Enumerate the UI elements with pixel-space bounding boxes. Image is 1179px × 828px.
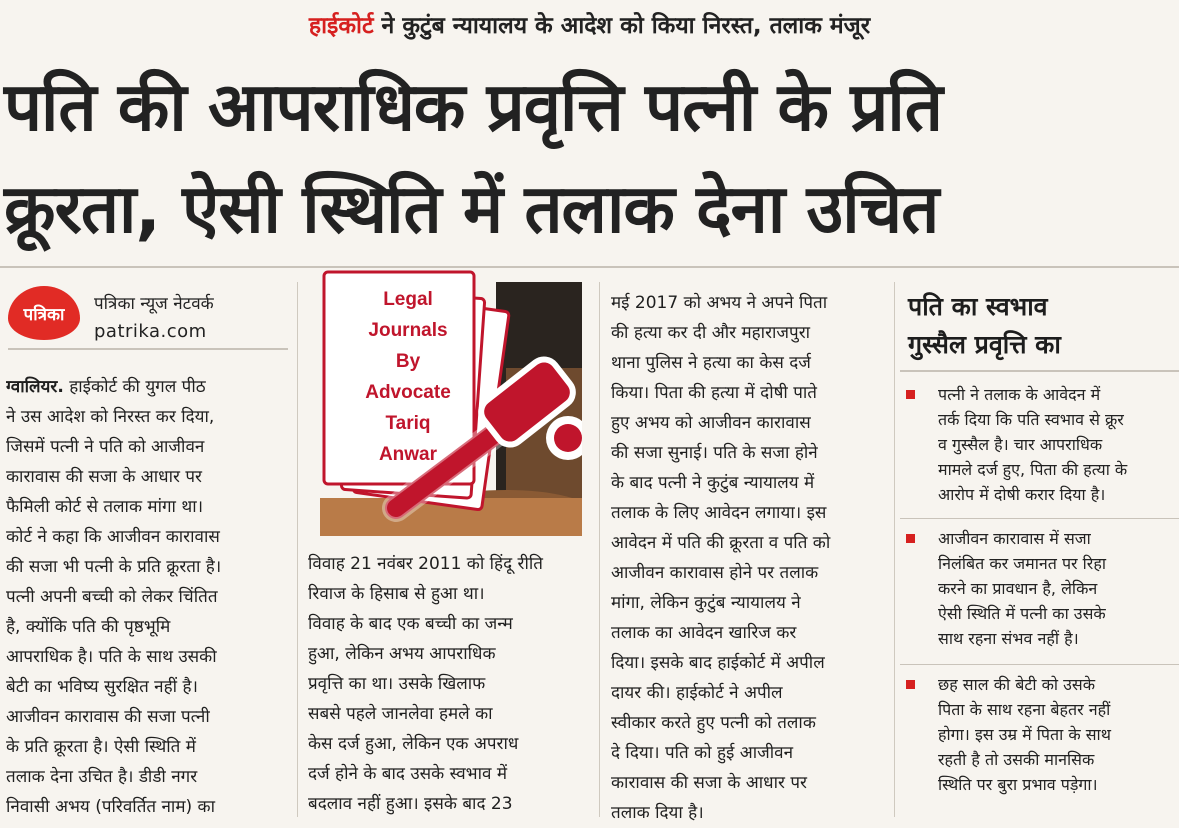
column-line: है, क्योंकि पति की पृष्ठभूमि — [6, 617, 171, 637]
patrika-logo: पत्रिका — [8, 286, 80, 340]
headline-line-2: क्रूरता, ऐसी स्थिति में तलाक देना उचित — [4, 170, 939, 248]
column-line: के बाद पत्नी ने कुटुंब न्यायालय में — [611, 473, 815, 493]
dateline: ग्वालियर. — [6, 377, 64, 397]
column-line: की सजा भी पत्नी के प्रति क्रूरता है। — [6, 557, 222, 577]
column-line: मांगा, लेकिन कुटुंब न्यायालय ने — [611, 593, 801, 613]
column-line: ग्वालियर. हाईकोर्ट की युगल पीठ — [6, 377, 206, 397]
sidebar-divider — [900, 664, 1179, 665]
column-line: के प्रति क्रूरता है। ऐसी स्थिति में — [6, 737, 196, 757]
sidebar-heading: पति का स्वभाव गुस्सैल प्रवृत्ति का — [908, 292, 1061, 359]
sidebar-divider — [900, 518, 1179, 519]
sidebar-bullet: आजीवन कारावास में सजा निलंबित कर जमानत पर रिहा करने का प्रावधान है, लेकिन ऐसी स्थिति में पत्नी का उसके साथ रहना संभव नहीं है। — [906, 526, 1176, 656]
column-line: दिया। इसके बाद हाईकोर्ट में अपील — [611, 653, 825, 673]
column-line: पत्नी अपनी बच्ची को लेकर चिंतित — [6, 587, 218, 607]
column-line: हुए अभय को आजीवन कारावास — [611, 413, 811, 433]
column-line: कारावास की सजा के आधार पर — [6, 467, 202, 487]
sidebar-heading-divider — [900, 370, 1179, 372]
column-line: तलाक का आवेदन खारिज कर — [611, 623, 797, 643]
column-divider — [894, 282, 895, 817]
headline-line-1: पति की आपराधिक प्रवृत्ति पत्नी के प्रति — [4, 68, 942, 146]
byline-divider — [8, 348, 288, 350]
column-line: विवाह 21 नवंबर 2011 को हिंदू रीति — [308, 554, 543, 574]
column-divider — [599, 282, 600, 817]
column-line: निवासी अभय (परिवर्तित नाम) का — [6, 797, 215, 817]
column-line: दायर की। हाईकोर्ट ने अपील — [611, 683, 783, 703]
column-line: दर्ज होने के बाद उसके स्वभाव में — [308, 764, 508, 784]
byline-block — [8, 284, 288, 354]
column-line: आजीवन कारावास होने पर तलाक — [611, 563, 819, 583]
column-line: बदलाव नहीं हुआ। इसके बाद 23 — [308, 794, 513, 814]
bullet-square-icon — [906, 390, 915, 399]
column-line: किया। पिता की हत्या में दोषी पाते — [611, 383, 817, 403]
column-line: रिवाज के हिसाब से हुआ था। — [308, 584, 485, 604]
column-line: प्रवृत्ति का था। उसके खिलाफ — [308, 674, 486, 694]
column-divider — [297, 282, 298, 817]
column-line: की सजा सुनाई। पति के सजा होने — [611, 443, 818, 463]
column-line: स्वीकार करते हुए पत्नी को तलाक — [611, 713, 816, 733]
kicker-highlight: हाईकोर्ट — [308, 13, 374, 39]
headline — [4, 56, 1176, 260]
column-line: विवाह के बाद एक बच्ची का जन्म — [308, 614, 513, 634]
column-line: केस दर्ज हुआ, लेकिन एक अपराध — [308, 734, 519, 754]
column-line: कारावास की सजा के आधार पर — [611, 773, 807, 793]
sidebar-box — [900, 282, 1179, 821]
column-line: तलाक दिया है। — [611, 803, 704, 823]
column-line: दे दिया। पति को हुई आजीवन — [611, 743, 794, 763]
column-line: जिसमें पत्नी ने पति को आजीवन — [6, 437, 205, 457]
column-line: ने उस आदेश को निरस्त कर दिया, — [6, 407, 215, 427]
column-line: तलाक देना उचित है। डीडी नगर — [6, 767, 198, 787]
bullet-square-icon — [906, 680, 915, 689]
column-line: मई 2017 को अभय ने अपने पिता — [611, 293, 828, 313]
column-line: हुआ, लेकिन अभय आपराधिक — [308, 644, 496, 664]
watermark-text: Legal Journals By Advocate Tariq Anwar — [365, 289, 451, 465]
sidebar-bullet: पत्नी ने तलाक के आवेदन में तर्क दिया कि पति स्वभाव से क्रूर व गुस्सैल है। चार आपराधिक मामले दर्ज हुए, पिता की हत्या के आरोप में दोषी करार दिया है। — [906, 382, 1176, 512]
column-line: बेटी का भविष्य सुरक्षित नहीं है। — [6, 677, 198, 697]
byline-site: patrika.com — [94, 321, 207, 342]
column-line: कोर्ट ने कहा कि आजीवन कारावास — [6, 527, 220, 547]
kicker-line — [0, 8, 1179, 40]
column-line: आपराधिक है। पति के साथ उसकी — [6, 647, 217, 667]
column-line: आजीवन कारावास की सजा पत्नी — [6, 707, 210, 727]
column-line: फैमिली कोर्ट से तलाक मांगा था। — [6, 497, 204, 517]
column-line: तलाक के लिए आवेदन लगाया। इस — [611, 503, 827, 523]
sidebar-bullet: छह साल की बेटी को उसके पिता के साथ रहना बेहतर नहीं होगा। इस उम्र में पिता के साथ रहती है तो उसकी मानसिक स्थिति पर बुरा प्रभाव पड़ेगा। — [906, 672, 1176, 802]
watermark-image — [306, 268, 582, 536]
kicker-text: ने कुटुंब न्यायालय के आदेश को किया निरस्त, तलाक मंजूर — [373, 13, 871, 39]
column-line: थाना पुलिस ने हत्या का केस दर्ज — [611, 353, 811, 373]
article-column-1 — [6, 372, 289, 822]
column-line: की हत्या कर दी और महाराजपुरा — [611, 323, 811, 343]
column-line: आवेदन में पति की क्रूरता व पति को — [611, 533, 831, 553]
article-column-2 — [308, 549, 592, 819]
bullet-square-icon — [906, 534, 915, 543]
headline-divider — [0, 266, 1179, 268]
byline — [94, 290, 214, 346]
column-line: सबसे पहले जानलेवा हमले का — [308, 704, 493, 724]
article-column-3 — [611, 288, 887, 828]
byline-network: पत्रिका न्यूज नेटवर्क — [94, 294, 214, 314]
